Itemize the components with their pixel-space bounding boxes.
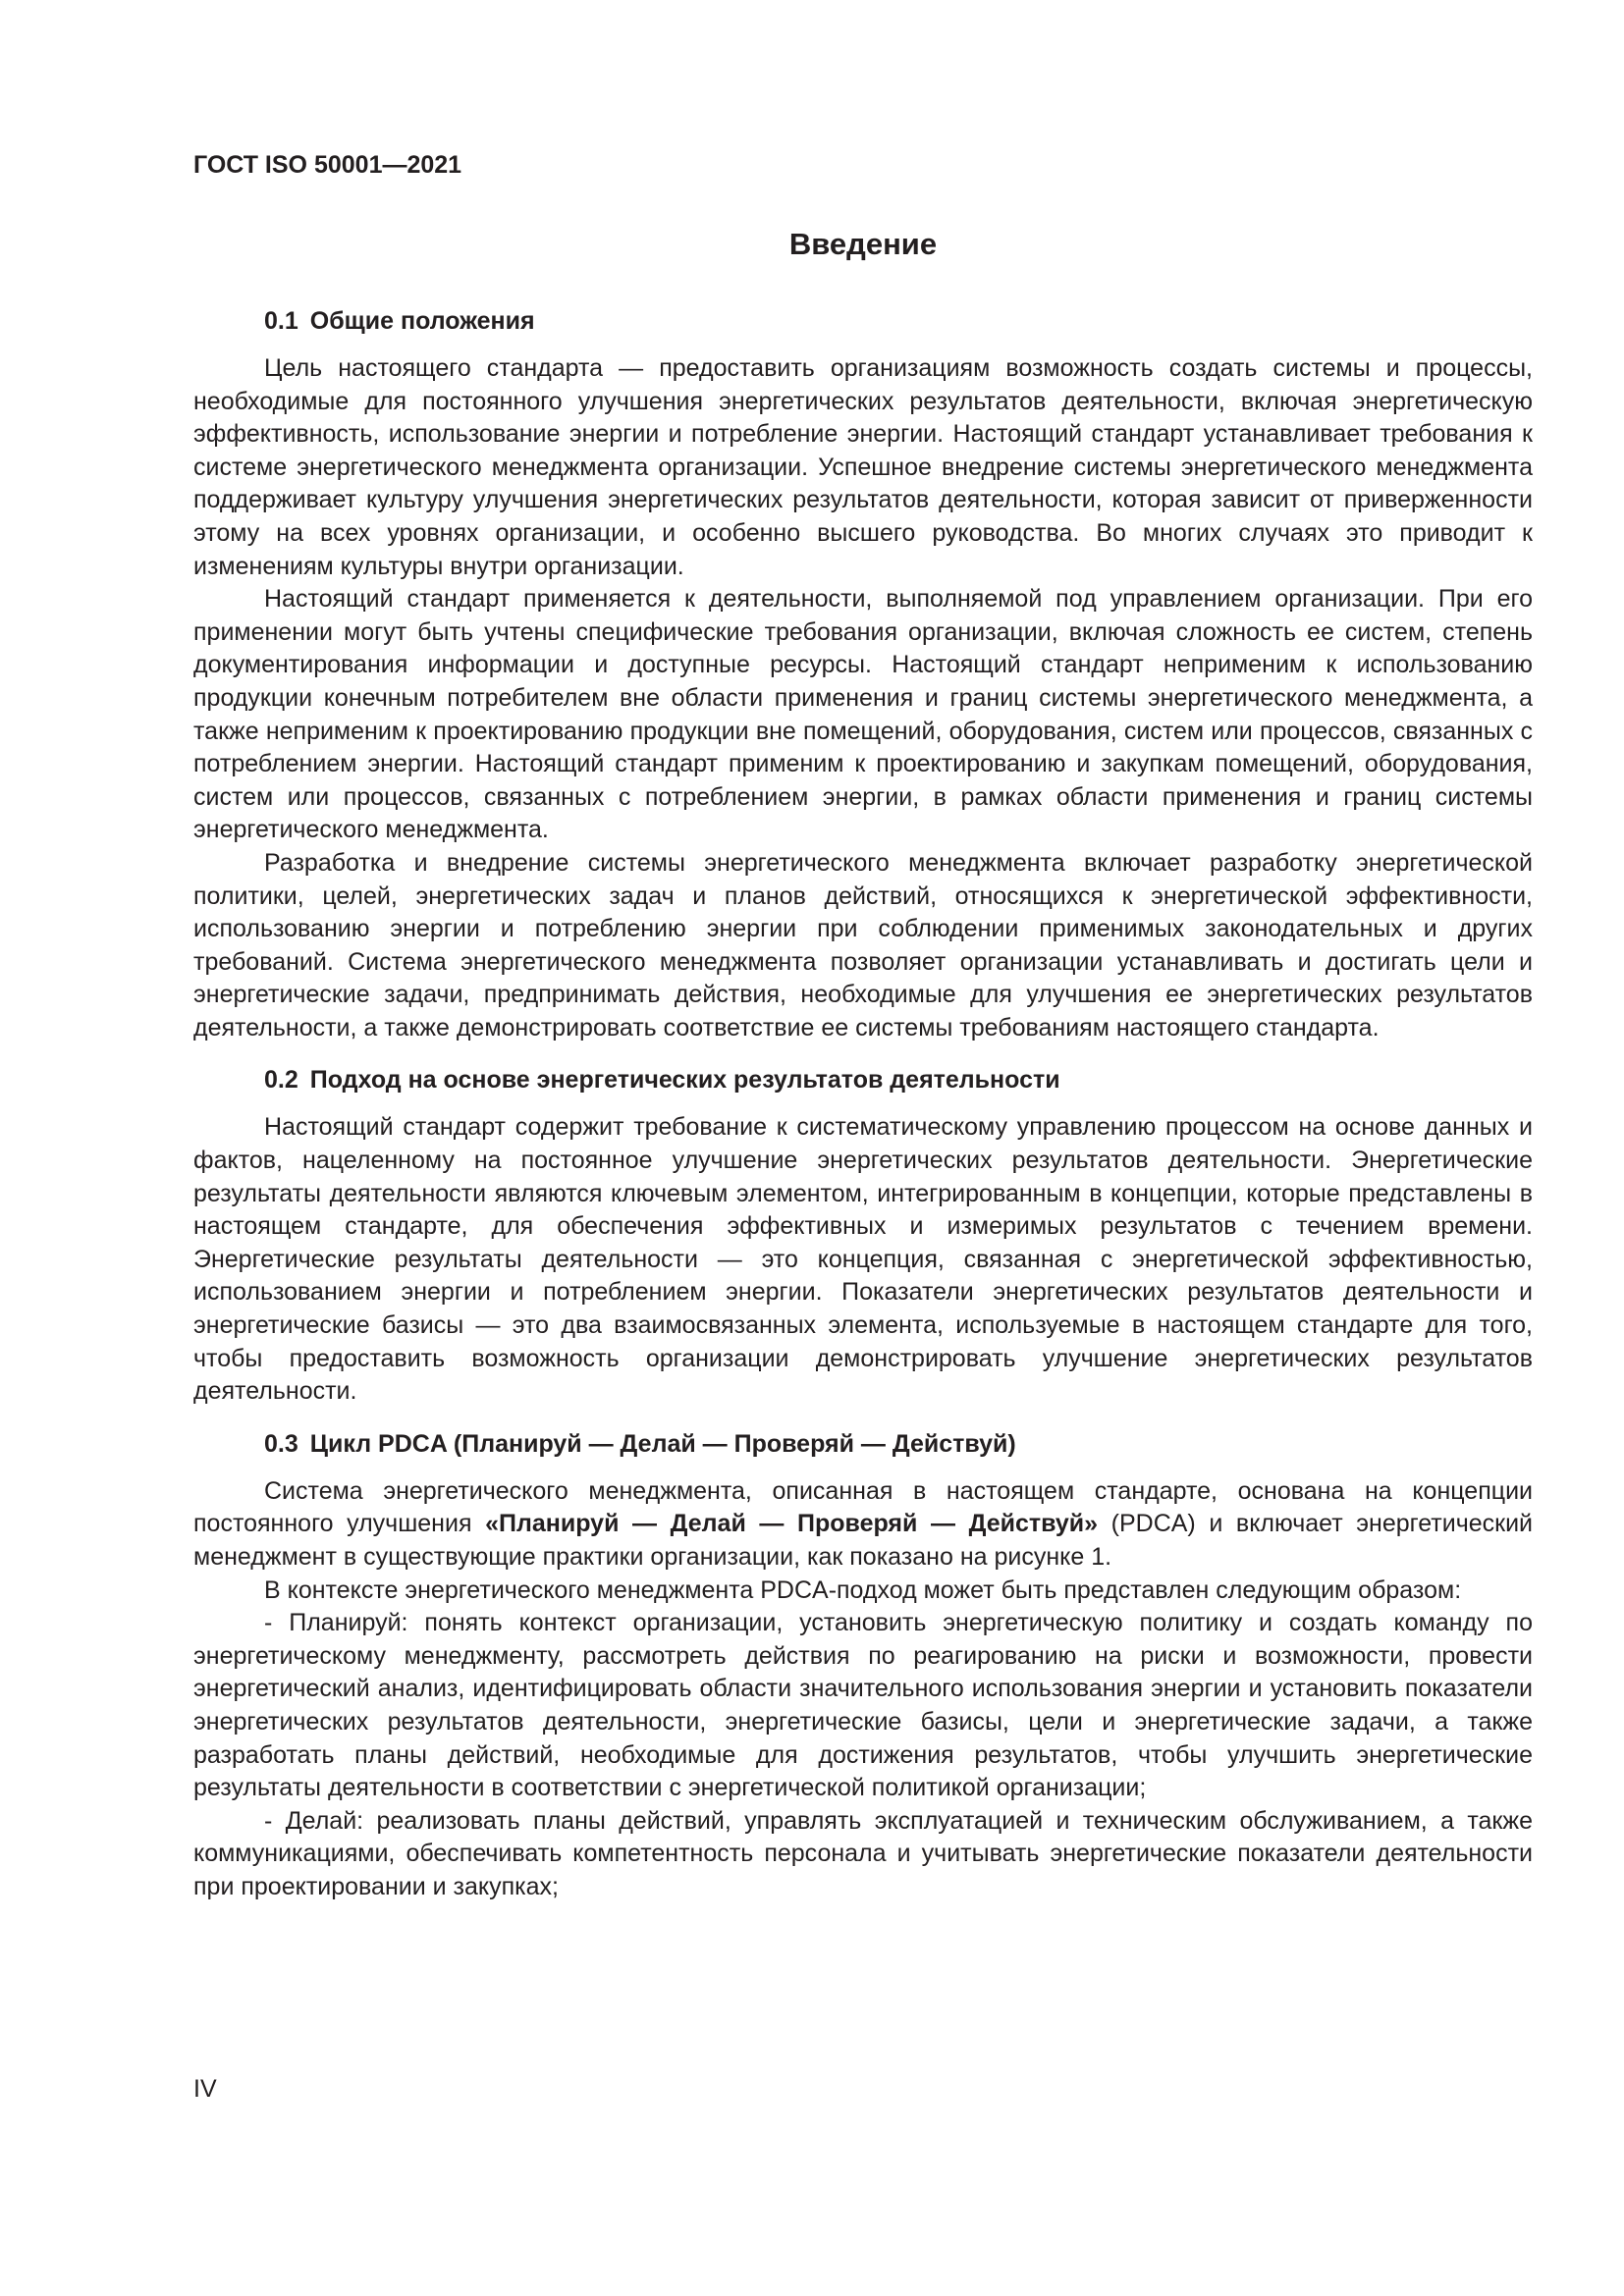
paragraph: Настоящий стандарт содержит требование к систематическому управлению процессом на основе данных и фактов, нацеленному на постоянное улучшение энергетических результатов деятельности. Энергетические результаты деятельности являются ключевым элементом, интегрированным в концепции, которые представлены в настоящем стандарте, для обеспечения эффективных и измеримых результатов с течением времени. Энергетические результаты деятельности — это концепция, связанная с энергетической эффективностью, использованием энергии и потреблением энергии. Показатели энергетических результатов деятельности и энергетические базисы — это два взаимосвязанных элемента, используемые в настоящем стандарте для того, чтобы предоставить возможность организации демонстрировать улучшение энергетических результатов деятельности. [193, 1113, 1533, 1406]
section-title: Подход на основе энергетических результатов деятельности [309, 1066, 1060, 1095]
page-number: IV [193, 2075, 217, 2103]
paragraph: Настоящий стандарт применяется к деятельности, выполняемой под управлением организации. При его применении могут быть учтены специфические требования организации, включая сложность ее систем, степень документирования информации и доступные ресурсы. Настоящий стандарт неприменим к использованию продукции конечным потребителем вне области применения и границ системы энергетического менеджмента, а также неприменим к проектированию продукции вне помещений, оборудования, систем или процессов, связанных с потреблением энергии. Настоящий стандарт применим к проектированию и закупкам помещений, оборудования, систем или процессов, связанных с потреблением энергии, в рамках области применения и границ системы энергетического менеджмента. [193, 585, 1533, 844]
section-title: Общие положения [309, 307, 535, 335]
document-code: ГОСТ ISO 50001—2021 [193, 151, 462, 179]
section-0-1 [193, 305, 1533, 1044]
section-number: 0.2 [264, 1066, 298, 1095]
paragraph [193, 1475, 1533, 1575]
paragraph: В контексте энергетического менеджмента PDCA-подход может быть представлен следующим образом: [264, 1575, 1462, 1604]
list-item-do: - Делай: реализовать планы действий, управлять эксплуатацией и техническим обслуживанием, а также коммуникациями, обеспечивать компетентность персонала и учитывать энергетические показатели деятельности при проектировании и закупках; [193, 1806, 1533, 1900]
section-number: 0.3 [264, 1429, 298, 1458]
document-body [193, 305, 1533, 1904]
section-heading [193, 305, 1533, 338]
paragraph: Разработка и внедрение системы энергетического менеджмента включает разработку энергетической политики, целей, энергетических задач и планов действий, относящихся к энергетической эффективности, использованию энергии и потреблению энергии при соблюдении применимых законодательных и других требований. Система энергетического менеджмента позволяет организации устанавливать и достигать цели и энергетические задачи, предпринимать действия, необходимые для улучшения ее энергетических результатов деятельности, а также демонстрировать соответствие ее системы требованиям настоящего стандарта. [193, 848, 1533, 1041]
section-heading [193, 1064, 1533, 1096]
section-number: 0.1 [264, 307, 298, 335]
paragraph: Цель настоящего стандарта — предоставить организациям возможность создать системы и процессы, необходимые для постоянного улучшения энергетических результатов деятельности, включая энергетическую эффективность, использование энергии и потребление энергии. Настоящий стандарт устанавливает требования к системе энергетического менеджмента организации. Успешное внедрение системы энергетического менеджмента поддерживает культуру улучшения энергетических результатов деятельности, которая зависит от приверженности этому на всех уровнях организации, и особенно высшего руководства. Во многих случаях это приводит к изменениям культуры внутри организации. [193, 354, 1533, 580]
page-title: Введение [788, 227, 938, 261]
section-0-3 [193, 1428, 1533, 1904]
paragraph-text: (PDCA) и включает энергетический менеджмент в существующие практики организации, как показано на рисунке 1. [193, 1510, 1534, 1571]
section-0-2 [193, 1064, 1533, 1408]
section-title: Цикл PDCA (Планируй — Делай — Проверяй — Действуй) [309, 1429, 1016, 1458]
paragraph-text: Система энергетического менеджмента, описанная в настоящем стандарте, основана на концепции постоянного улучшения [193, 1476, 1533, 1538]
pdca-emphasis: «Планируй — Делай — Проверяй — Действуй» [485, 1510, 1099, 1538]
section-heading [193, 1428, 1533, 1461]
list-item-plan: - Планируй: понять контекст организации, установить энергетическую политику и создать команду по энергетическому менеджменту, рассмотреть действия по реагированию на риски и возможности, провести энергетический анализ, идентифицировать области значительного использования энергии и установить показатели энергетических результатов деятельности, энергетические базисы, цели и энергетические задачи, а также разработать планы действий, необходимые для достижения результатов, чтобы улучшить энергетические результаты деятельности в соответствии с энергетической политикой организации; [193, 1609, 1533, 1802]
